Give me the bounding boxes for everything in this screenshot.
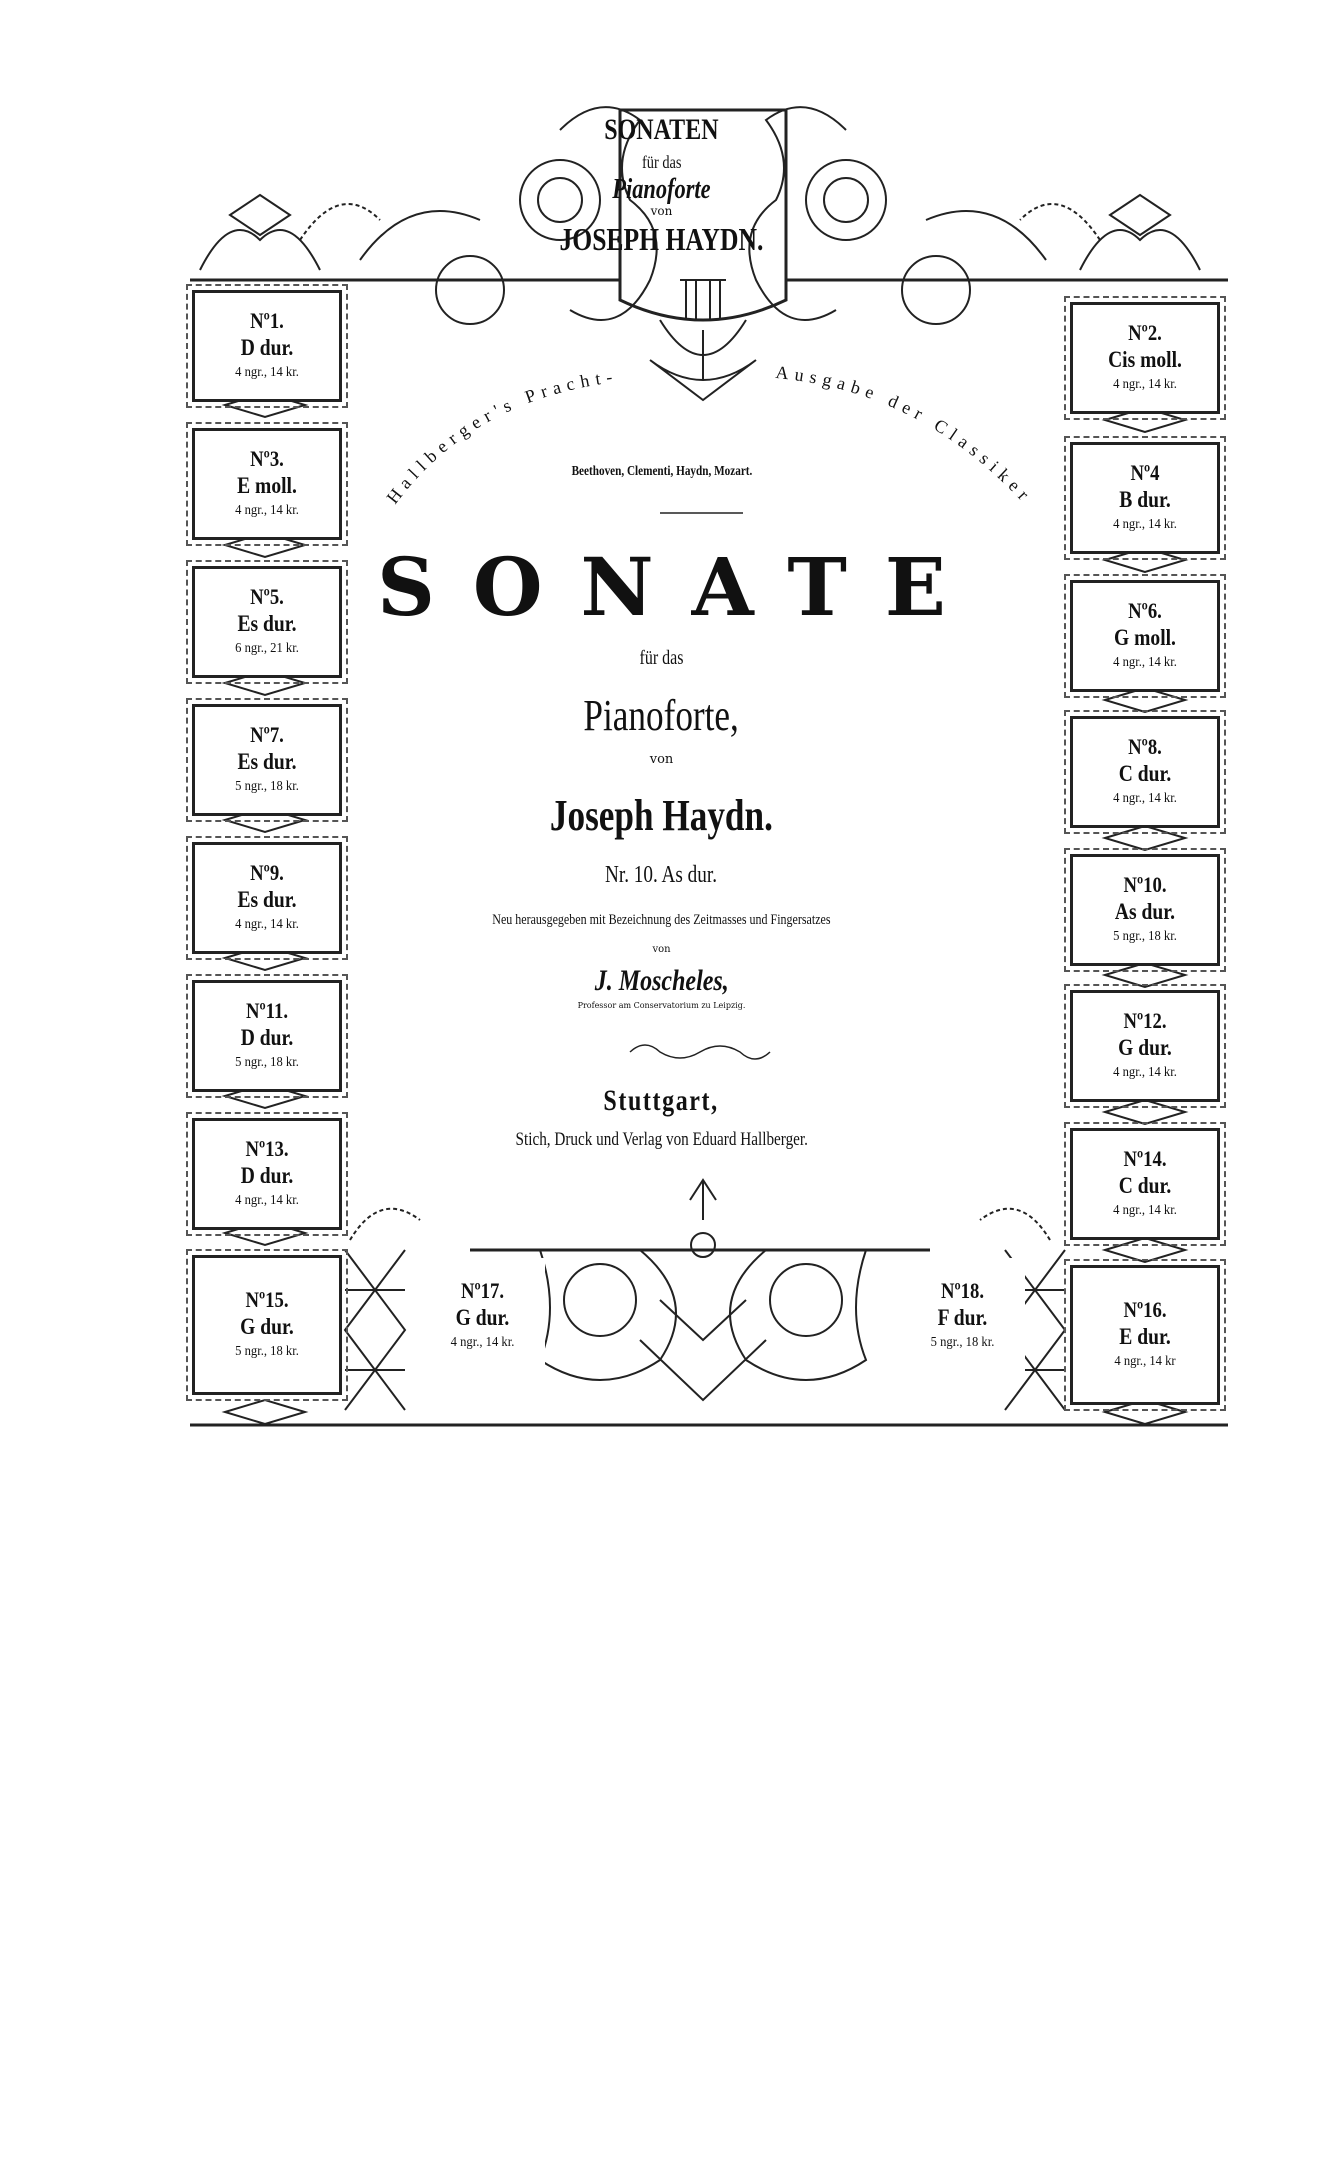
catalog-key: C dur. bbox=[1118, 1173, 1172, 1198]
cartouche-von: von bbox=[650, 204, 673, 218]
catalog-box-11 bbox=[192, 980, 342, 1092]
catalog-box-16 bbox=[1070, 1265, 1220, 1405]
catalog-no: Nº5. bbox=[250, 584, 284, 609]
catalog-price: 4 ngr., 14 kr. bbox=[1113, 517, 1177, 532]
catalog-price: 4 ngr., 14 kr. bbox=[235, 365, 299, 380]
catalog-key: E moll. bbox=[237, 473, 297, 498]
editor-title: Professor am Conservatorium zu Leipzig. bbox=[577, 1001, 746, 1010]
svg-text:Ausgabe der Classiker bbox=[775, 362, 1038, 508]
sonata-number: Nr. 10. As dur. bbox=[605, 862, 718, 888]
catalog-key: G moll. bbox=[1114, 625, 1176, 650]
catalog-key: D dur. bbox=[240, 335, 294, 360]
catalog-key: G dur. bbox=[1118, 1035, 1172, 1060]
catalog-no: Nº13. bbox=[245, 1136, 289, 1161]
catalog-box-15 bbox=[192, 1255, 342, 1395]
catalog-no: Nº16. bbox=[1123, 1297, 1167, 1322]
catalog-no: Nº9. bbox=[250, 860, 284, 885]
catalog-price: 5 ngr., 18 kr. bbox=[235, 779, 299, 794]
catalog-box-6 bbox=[1070, 580, 1220, 692]
catalog-box-13 bbox=[192, 1118, 342, 1230]
catalog-price: 5 ngr., 18 kr. bbox=[235, 1344, 299, 1359]
catalog-price: 6 ngr., 21 kr. bbox=[235, 641, 299, 656]
catalog-price: 4 ngr., 14 kr. bbox=[1113, 377, 1177, 392]
catalog-box-4 bbox=[1070, 442, 1220, 554]
series-arc-left: Hallberger's Pracht- bbox=[382, 365, 620, 508]
catalog-price: 5 ngr., 18 kr. bbox=[930, 1334, 995, 1350]
catalog-key: As dur. bbox=[1114, 899, 1176, 924]
catalog-no: Nº1. bbox=[250, 308, 284, 333]
cartouche-composer: JOSEPH HAYDN. bbox=[559, 221, 764, 257]
catalog-box-7 bbox=[192, 704, 342, 816]
catalog-price: 4 ngr., 14 kr bbox=[1114, 1354, 1176, 1369]
main-von: von bbox=[649, 752, 674, 767]
catalog-price: 4 ngr., 14 kr. bbox=[235, 1193, 299, 1208]
catalog-box-8 bbox=[1070, 716, 1220, 828]
editor-name: J. Moscheles, bbox=[594, 964, 729, 997]
catalog-box-2 bbox=[1070, 302, 1220, 414]
catalog-key: Cis moll. bbox=[1108, 347, 1182, 372]
catalog-price: 5 ngr., 18 kr. bbox=[235, 1055, 299, 1070]
catalog-price: 4 ngr., 14 kr. bbox=[1113, 655, 1177, 670]
edition-note: Neu herausgegeben mit Bezeichnung des Zeitmasses und Fingersatzes bbox=[492, 912, 831, 928]
catalog-price: 4 ngr., 14 kr. bbox=[1113, 1203, 1177, 1218]
catalog-key: G dur. bbox=[455, 1304, 510, 1330]
series-composers: Beethoven, Clementi, Haydn, Mozart. bbox=[571, 464, 752, 479]
catalog-no: Nº17. bbox=[460, 1277, 505, 1303]
catalog-price: 4 ngr., 14 kr. bbox=[450, 1334, 515, 1350]
main-title: SONATE bbox=[377, 540, 984, 634]
catalog-key: D dur. bbox=[240, 1025, 294, 1050]
main-fur-das: für das bbox=[639, 647, 684, 669]
catalog-price: 4 ngr., 14 kr. bbox=[1113, 1065, 1177, 1080]
main-instrument: Pianoforte, bbox=[583, 691, 740, 740]
publication-city: Stuttgart, bbox=[603, 1084, 720, 1117]
catalog-key: Es dur. bbox=[237, 887, 297, 912]
catalog-box-18 bbox=[900, 1258, 1025, 1373]
catalog-box-9 bbox=[192, 842, 342, 954]
catalog-key: Es dur. bbox=[237, 749, 297, 774]
catalog-price: 4 ngr., 14 kr. bbox=[1113, 791, 1177, 806]
catalog-box-14 bbox=[1070, 1128, 1220, 1240]
catalog-box-3 bbox=[192, 428, 342, 540]
catalog-price: 4 ngr., 14 kr. bbox=[235, 503, 299, 518]
catalog-key: B dur. bbox=[1119, 487, 1171, 512]
catalog-box-10 bbox=[1070, 854, 1220, 966]
catalog-box-1 bbox=[192, 290, 342, 402]
publisher: Stich, Druck und Verlag von Eduard Hallberger. bbox=[515, 1129, 808, 1150]
cartouche-title: SONATEN bbox=[604, 113, 719, 146]
catalog-no: Nº18. bbox=[940, 1277, 985, 1303]
catalog-key: E dur. bbox=[1119, 1324, 1171, 1349]
catalog-no: Nº15. bbox=[245, 1287, 289, 1312]
catalog-key: D dur. bbox=[240, 1163, 294, 1188]
catalog-no: Nº6. bbox=[1128, 598, 1162, 623]
main-von-2: von bbox=[652, 944, 671, 955]
main-composer: Joseph Haydn. bbox=[549, 791, 773, 840]
cartouche-instrument: Pianoforte bbox=[612, 174, 711, 205]
catalog-no: Nº4 bbox=[1130, 460, 1160, 485]
catalog-no: Nº14. bbox=[1123, 1146, 1167, 1171]
svg-text:Hallberger's Pracht- bbox=[382, 366, 619, 507]
catalog-key: F dur. bbox=[937, 1304, 988, 1330]
catalog-price: 4 ngr., 14 kr. bbox=[235, 917, 299, 932]
catalog-box-12 bbox=[1070, 990, 1220, 1102]
catalog-box-5 bbox=[192, 566, 342, 678]
catalog-no: Nº11. bbox=[245, 998, 289, 1023]
catalog-no: Nº12. bbox=[1123, 1008, 1167, 1033]
catalog-no: Nº7. bbox=[250, 722, 284, 747]
catalog-price: 5 ngr., 18 kr. bbox=[1113, 929, 1177, 944]
catalog-key: C dur. bbox=[1118, 761, 1172, 786]
catalog-no: Nº8. bbox=[1128, 734, 1162, 759]
series-arc-right: Ausgabe der Classiker bbox=[774, 361, 1038, 509]
catalog-no: Nº10. bbox=[1123, 872, 1167, 897]
catalog-key: G dur. bbox=[240, 1314, 294, 1339]
catalog-box-17 bbox=[420, 1258, 545, 1373]
catalog-no: Nº2. bbox=[1128, 320, 1162, 345]
catalog-no: Nº3. bbox=[250, 446, 284, 471]
cartouche-fur-das: für das bbox=[641, 152, 682, 172]
catalog-key: Es dur. bbox=[237, 611, 297, 636]
